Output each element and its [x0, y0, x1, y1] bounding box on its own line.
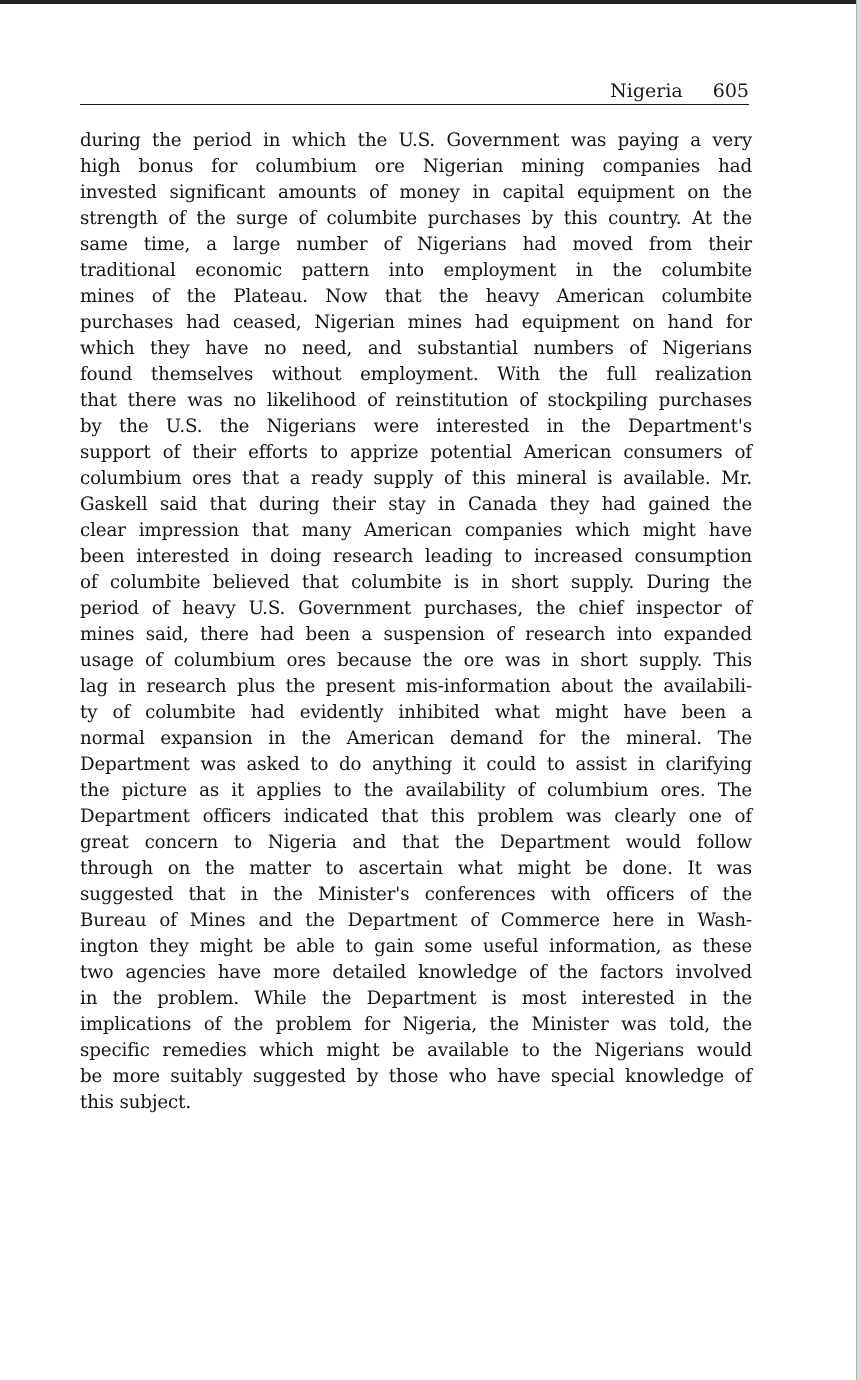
text-line: Gaskell said that during their stay in Canada they had gained the: [80, 494, 752, 515]
text-line: be more suitably suggested by those who have special knowledge of: [80, 1066, 752, 1087]
text-line: by the U.S. the Nigerians were interested in the Department's: [80, 416, 752, 437]
text-line: Department officers indicated that this problem was clearly one of: [80, 806, 752, 827]
text-line: suggested that in the Minister's conferences with officers of the: [80, 884, 752, 905]
text-line: high bonus for columbium ore Nigerian mining companies had: [80, 156, 752, 177]
scan-right-edge: [856, 0, 861, 1380]
text-line: found themselves without employment. With the full realization: [80, 364, 752, 385]
text-line: invested significant amounts of money in capital equipment on the: [80, 182, 752, 203]
text-line: period of heavy U.S. Government purchases, the chief inspector of: [80, 598, 752, 619]
text-line: ington they might be able to gain some useful information, as these: [80, 936, 752, 957]
text-line: that there was no likelihood of reinstitution of stockpiling purchases: [80, 390, 752, 411]
text-line: Department was asked to do anything it could to assist in clarifying: [80, 754, 752, 775]
body-text: [80, 128, 752, 1116]
text-line: been interested in doing research leading to increased consumption: [80, 546, 752, 567]
text-line: strength of the surge of columbite purchases by this country. At the: [80, 208, 752, 229]
text-line: the picture as it applies to the availability of columbium ores. The: [80, 780, 752, 801]
running-head: [80, 78, 749, 105]
running-head-title: Nigeria: [610, 80, 683, 102]
text-line: implications of the problem for Nigeria, the Minister was told, the: [80, 1014, 752, 1035]
text-line: specific remedies which might be available to the Nigerians would: [80, 1040, 752, 1061]
text-line: purchases had ceased, Nigerian mines had equipment on hand for: [80, 312, 752, 333]
text-line: mines said, there had been a suspension of research into expanded: [80, 624, 752, 645]
text-line: normal expansion in the American demand for the mineral. The: [80, 728, 752, 749]
text-line: clear impression that many American companies which might have: [80, 520, 752, 541]
text-line: this subject.: [80, 1092, 192, 1113]
text-line: Bureau of Mines and the Department of Commerce here in Wash-: [80, 910, 752, 931]
scan-top-edge: [0, 0, 861, 4]
text-line: which they have no need, and substantial numbers of Nigerians: [80, 338, 752, 359]
text-line: in the problem. While the Department is most interested in the: [80, 988, 752, 1009]
text-line: lag in research plus the present mis-information about the availabili-: [80, 676, 752, 697]
text-line: during the period in which the U.S. Government was paying a very: [80, 130, 752, 151]
text-line: mines of the Plateau. Now that the heavy American columbite: [80, 286, 752, 307]
text-line: usage of columbium ores because the ore was in short supply. This: [80, 650, 752, 671]
text-line: of columbite believed that columbite is in short supply. During the: [80, 572, 752, 593]
page-number: 605: [712, 80, 749, 102]
text-line: through on the matter to ascertain what might be done. It was: [80, 858, 752, 879]
text-line: ty of columbite had evidently inhibited what might have been a: [80, 702, 752, 723]
text-line: great concern to Nigeria and that the Department would follow: [80, 832, 752, 853]
text-line: columbium ores that a ready supply of this mineral is available. Mr.: [80, 468, 752, 489]
text-line: two agencies have more detailed knowledge of the factors involved: [80, 962, 752, 983]
text-line: same time, a large number of Nigerians had moved from their: [80, 234, 752, 255]
text-line: traditional economic pattern into employment in the columbite: [80, 260, 752, 281]
text-line: support of their efforts to apprize potential American consumers of: [80, 442, 752, 463]
